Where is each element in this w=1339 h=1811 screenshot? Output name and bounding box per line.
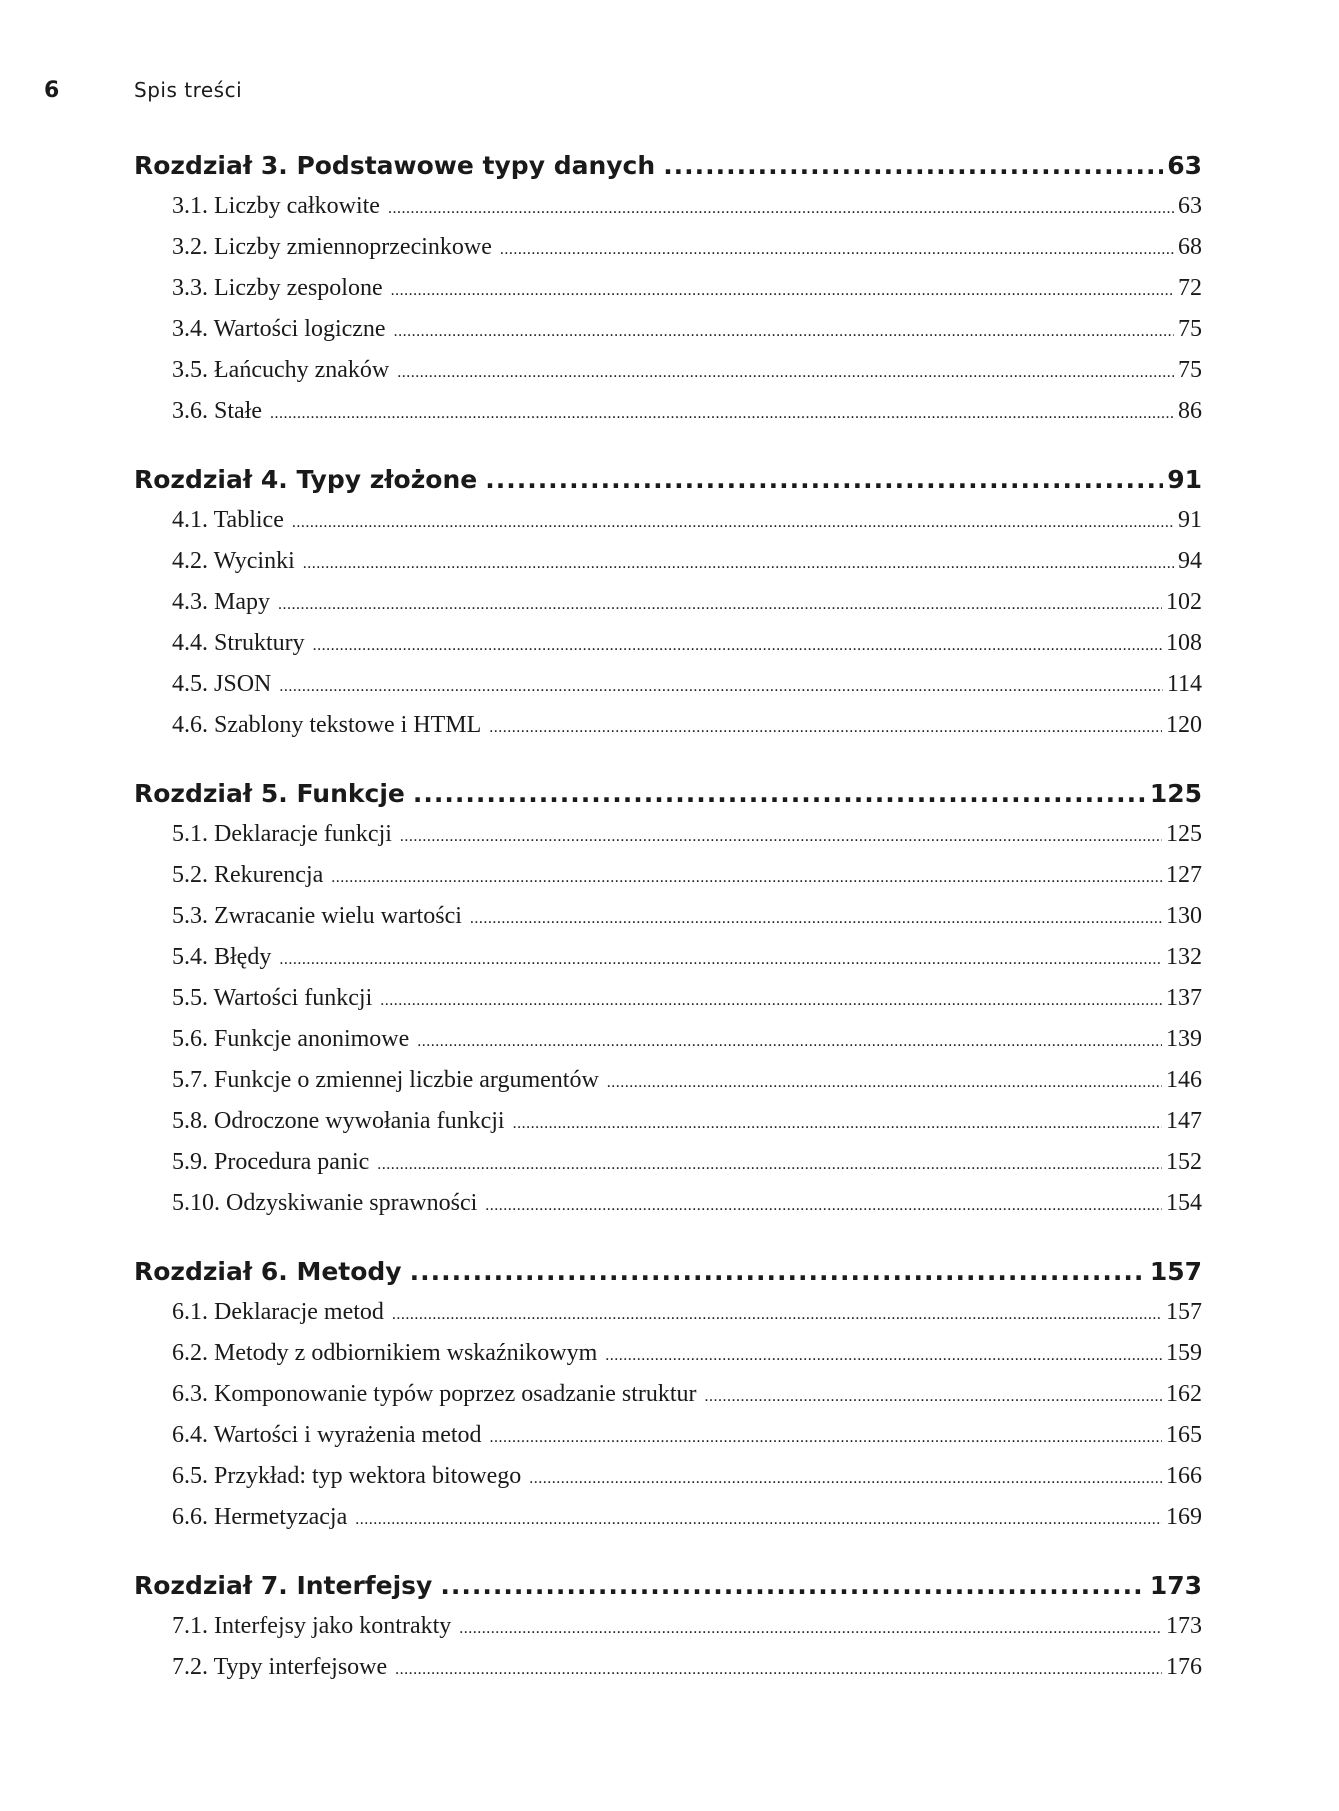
- dot-leader: [413, 774, 1146, 814]
- section-title: 6.4. Wartości i wyrażenia metod: [172, 1422, 482, 1448]
- dot-leader: [279, 664, 1163, 707]
- section-page-number: 75: [1178, 357, 1202, 383]
- toc-entry: [134, 1497, 1202, 1538]
- dot-leader: [355, 1497, 1162, 1540]
- section-page-number: 166: [1166, 1463, 1202, 1489]
- dot-leader: [459, 1606, 1162, 1649]
- dot-leader: [331, 855, 1162, 898]
- section-title: 5.8. Odroczone wywołania funkcji: [172, 1108, 505, 1134]
- toc-entry: [134, 814, 1202, 855]
- dot-leader: [490, 1415, 1162, 1458]
- toc-entry: [134, 1333, 1202, 1374]
- toc-chapter: [134, 1252, 1202, 1538]
- section-title: 6.5. Przykład: typ wektora bitowego: [172, 1463, 522, 1489]
- section-title: 4.6. Szablony tekstowe i HTML: [172, 712, 482, 738]
- page-number: 6: [44, 78, 60, 103]
- toc-entry: [134, 1415, 1202, 1456]
- toc-entry: [134, 1456, 1202, 1497]
- section-page-number: 157: [1166, 1299, 1202, 1325]
- chapter-title: Rozdział 3. Podstawowe typy danych: [134, 151, 656, 180]
- running-title: Spis treści: [134, 78, 243, 102]
- dot-leader: [400, 814, 1162, 857]
- dot-leader: [470, 896, 1162, 939]
- dot-leader: [278, 582, 1162, 625]
- section-title: 5.7. Funkcje o zmiennej liczbie argumentów: [172, 1067, 599, 1093]
- dot-leader: [440, 1566, 1145, 1606]
- chapter-title: Rozdział 4. Typy złożone: [134, 465, 478, 494]
- toc-entry: [134, 664, 1202, 705]
- chapter-page-number: 91: [1167, 465, 1202, 494]
- dot-leader: [395, 1647, 1162, 1690]
- toc-entry: [134, 978, 1202, 1019]
- section-page-number: 159: [1166, 1340, 1202, 1366]
- toc-chapter: [134, 1566, 1202, 1688]
- chapter-heading: [134, 460, 1202, 500]
- toc-entry: [134, 391, 1202, 432]
- chapter-heading: [134, 1252, 1202, 1292]
- section-page-number: 146: [1166, 1067, 1202, 1093]
- toc-entry: [134, 309, 1202, 350]
- chapter-page-number: 125: [1149, 779, 1202, 808]
- dot-leader: [377, 1142, 1162, 1185]
- chapter-title: Rozdział 5. Funkcje: [134, 779, 405, 808]
- section-page-number: 75: [1178, 316, 1202, 342]
- toc-entry: [134, 1606, 1202, 1647]
- dot-leader: [410, 1252, 1146, 1292]
- dot-leader: [705, 1374, 1162, 1417]
- dot-leader: [313, 623, 1162, 666]
- section-title: 4.3. Mapy: [172, 589, 270, 615]
- section-page-number: 91: [1178, 507, 1202, 533]
- section-title: 5.3. Zwracanie wielu wartości: [172, 903, 462, 929]
- section-page-number: 108: [1166, 630, 1202, 656]
- toc-entry: [134, 1142, 1202, 1183]
- toc-chapter: [134, 146, 1202, 432]
- section-title: 6.2. Metody z odbiornikiem wskaźnikowym: [172, 1340, 598, 1366]
- toc-entry: [134, 1019, 1202, 1060]
- section-title: 7.1. Interfejsy jako kontrakty: [172, 1613, 452, 1639]
- dot-leader: [391, 268, 1174, 311]
- dot-leader: [388, 186, 1174, 229]
- dot-leader: [485, 1183, 1162, 1226]
- chapter-heading: [134, 146, 1202, 186]
- dot-leader: [500, 227, 1174, 270]
- section-page-number: 165: [1166, 1422, 1202, 1448]
- section-title: 4.5. JSON: [172, 671, 272, 697]
- dot-leader: [394, 309, 1174, 352]
- toc-entry: [134, 582, 1202, 623]
- chapter-page-number: 63: [1167, 151, 1202, 180]
- toc-entry: [134, 500, 1202, 541]
- toc-entry: [134, 1647, 1202, 1688]
- section-title: 6.3. Komponowanie typów poprzez osadzanie struktur: [172, 1381, 697, 1407]
- section-title: 5.4. Błędy: [172, 944, 272, 970]
- section-title: 4.2. Wycinki: [172, 548, 295, 574]
- toc-entry: [134, 1183, 1202, 1224]
- section-title: 7.2. Typy interfejsowe: [172, 1654, 388, 1680]
- chapter-page-number: 157: [1149, 1257, 1202, 1286]
- section-page-number: 154: [1166, 1190, 1202, 1216]
- chapter-heading: [134, 774, 1202, 814]
- section-title: 3.4. Wartości logiczne: [172, 316, 386, 342]
- dot-leader: [397, 350, 1174, 393]
- chapter-page-number: 173: [1149, 1571, 1202, 1600]
- toc-entry: [134, 1101, 1202, 1142]
- section-title: 5.6. Funkcje anonimowe: [172, 1026, 410, 1052]
- section-page-number: 152: [1166, 1149, 1202, 1175]
- toc-entry: [134, 937, 1202, 978]
- toc-entry: [134, 1374, 1202, 1415]
- section-title: 6.6. Hermetyzacja: [172, 1504, 348, 1530]
- chapter-title: Rozdział 6. Metody: [134, 1257, 402, 1286]
- section-title: 5.10. Odzyskiwanie sprawności: [172, 1190, 478, 1216]
- section-page-number: 72: [1178, 275, 1202, 301]
- toc-entry: [134, 350, 1202, 391]
- toc-entry: [134, 541, 1202, 582]
- section-title: 5.9. Procedura panic: [172, 1149, 370, 1175]
- chapter-title: Rozdział 7. Interfejsy: [134, 1571, 433, 1600]
- section-page-number: 130: [1166, 903, 1202, 929]
- section-page-number: 102: [1166, 589, 1202, 615]
- section-page-number: 132: [1166, 944, 1202, 970]
- section-title: 6.1. Deklaracje metod: [172, 1299, 384, 1325]
- dot-leader: [292, 500, 1174, 543]
- dot-leader: [392, 1292, 1162, 1335]
- section-title: 4.4. Struktury: [172, 630, 305, 656]
- section-title: 3.2. Liczby zmiennoprzecinkowe: [172, 234, 492, 260]
- section-page-number: 173: [1166, 1613, 1202, 1639]
- section-page-number: 120: [1166, 712, 1202, 738]
- section-page-number: 176: [1166, 1654, 1202, 1680]
- toc-entry: [134, 1292, 1202, 1333]
- dot-leader: [605, 1333, 1162, 1376]
- toc-chapter: [134, 774, 1202, 1224]
- section-title: 3.5. Łańcuchy znaków: [172, 357, 390, 383]
- toc-entry: [134, 186, 1202, 227]
- table-of-contents: [134, 146, 1202, 1716]
- section-page-number: 147: [1166, 1108, 1202, 1134]
- toc-entry: [134, 623, 1202, 664]
- dot-leader: [607, 1060, 1162, 1103]
- running-header: [44, 78, 242, 108]
- section-page-number: 139: [1166, 1026, 1202, 1052]
- section-title: 3.6. Stałe: [172, 398, 262, 424]
- section-page-number: 68: [1178, 234, 1202, 260]
- section-title: 5.5. Wartości funkcji: [172, 985, 373, 1011]
- section-page-number: 63: [1178, 193, 1202, 219]
- section-title: 5.2. Rekurencja: [172, 862, 324, 888]
- section-page-number: 169: [1166, 1504, 1202, 1530]
- dot-leader: [529, 1456, 1162, 1499]
- dot-leader: [270, 391, 1174, 434]
- section-title: 4.1. Tablice: [172, 507, 284, 533]
- section-page-number: 94: [1178, 548, 1202, 574]
- section-page-number: 127: [1166, 862, 1202, 888]
- section-page-number: 162: [1166, 1381, 1202, 1407]
- section-title: 3.1. Liczby całkowite: [172, 193, 380, 219]
- dot-leader: [303, 541, 1174, 584]
- toc-entry: [134, 896, 1202, 937]
- section-title: 3.3. Liczby zespolone: [172, 275, 383, 301]
- dot-leader: [663, 146, 1163, 186]
- section-title: 5.1. Deklaracje funkcji: [172, 821, 392, 847]
- section-page-number: 86: [1178, 398, 1202, 424]
- toc-entry: [134, 227, 1202, 268]
- dot-leader: [380, 978, 1162, 1021]
- toc-entry: [134, 855, 1202, 896]
- dot-leader: [279, 937, 1162, 980]
- toc-entry: [134, 705, 1202, 746]
- dot-leader: [513, 1101, 1162, 1144]
- dot-leader: [485, 460, 1163, 500]
- section-page-number: 114: [1166, 671, 1202, 697]
- dot-leader: [417, 1019, 1162, 1062]
- toc-entry: [134, 1060, 1202, 1101]
- toc-chapter: [134, 460, 1202, 746]
- chapter-heading: [134, 1566, 1202, 1606]
- section-page-number: 125: [1166, 821, 1202, 847]
- toc-entry: [134, 268, 1202, 309]
- section-page-number: 137: [1166, 985, 1202, 1011]
- dot-leader: [489, 705, 1162, 748]
